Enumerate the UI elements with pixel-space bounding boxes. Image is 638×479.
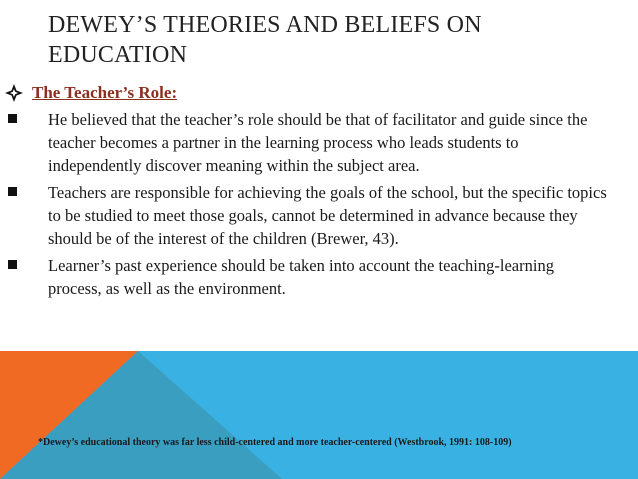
footnote: *Dewey’s educational theory was far less child-centered and more teacher-centered (Westbrook, 1991: 108-109)	[38, 437, 512, 448]
section-heading	[0, 82, 620, 108]
heading-text: The Teacher’s Role:	[32, 83, 178, 102]
decorative-band	[0, 351, 638, 479]
bullet-list	[0, 82, 620, 304]
bullet-item	[0, 254, 620, 300]
bullet-text: Teachers are responsible for achieving the goals of the school, but the specific topics to be studied to meet those goals, cannot be determined in advance because they should be of the interest of the children (Brewer, 43).	[48, 183, 607, 248]
bullet-item	[0, 181, 620, 250]
bullet-text: He believed that the teacher’s role should be that of facilitator and guide since the teacher becomes a partner in the learning process who leads students to independently discover meaning within the subject area.	[48, 110, 588, 175]
square-bullet-icon	[8, 260, 17, 269]
square-bullet-icon	[8, 187, 17, 196]
title-line-1: DEWEY’S THEORIES AND BELIEFS ON	[48, 12, 482, 38]
slide-title	[48, 10, 608, 70]
diamond-bullet-icon	[4, 83, 24, 103]
bullet-text: Learner’s past experience should be taken into account the teaching-learning process, as well as the environment.	[48, 256, 554, 298]
title-line-2: EDUCATION	[48, 42, 188, 68]
square-bullet-icon	[8, 114, 17, 123]
bullet-item	[0, 108, 620, 177]
